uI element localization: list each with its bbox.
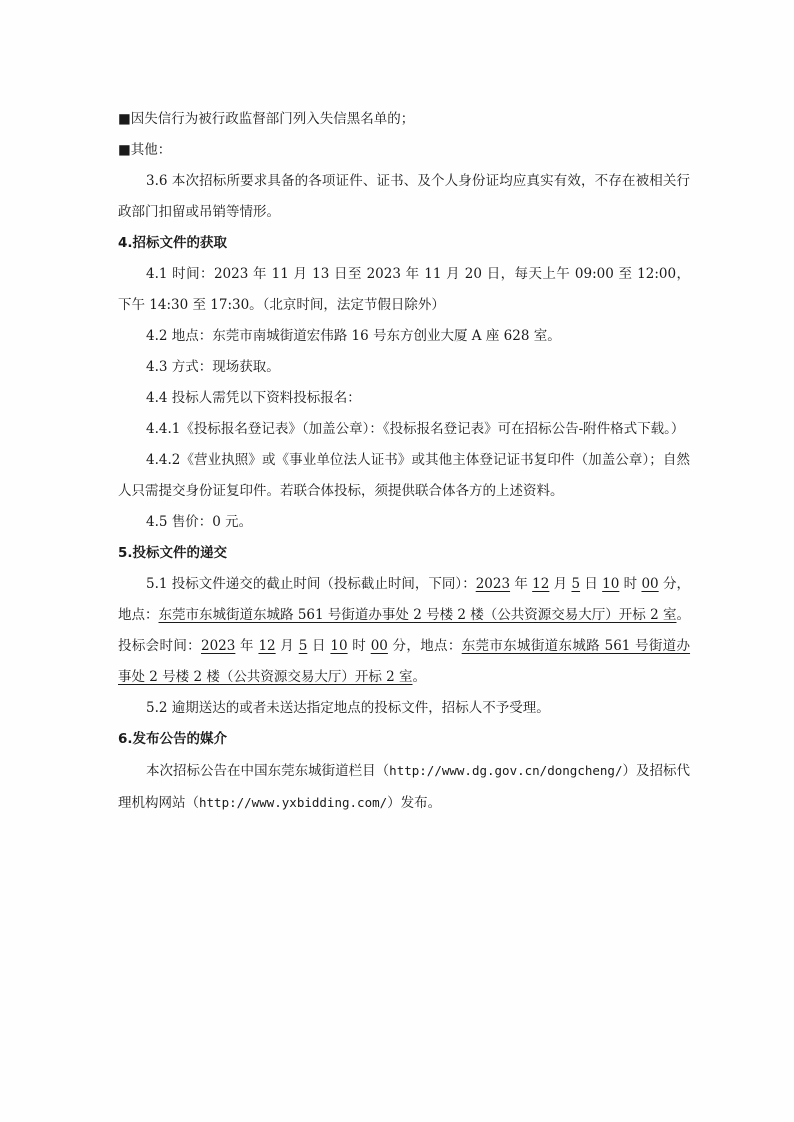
clause-5-2: 5.2 逾期送达的或者未送达指定地点的投标文件，招标人不予受理。: [146, 700, 550, 716]
deadline-year-unit: 年: [510, 576, 533, 592]
open-minute: 00: [370, 638, 388, 654]
submission-place: 东莞市东城街道东城路 561 号街道办事处 2 号楼 2 楼（公共资源交易大厅）开标 2 室: [158, 607, 677, 623]
clause-3-6: 3.6 本次招标所要求具备的各项证件、证书、及个人身份证均应真实有效，不存在被相关行政部门扣留或吊销等情形。: [118, 173, 690, 220]
clause-6: [118, 755, 690, 819]
open-hour: 10: [330, 638, 348, 654]
clause-6-part1: 本次招标公告在中国东莞东城街道栏目（: [146, 763, 390, 779]
deadline-hour: 10: [602, 576, 620, 592]
deadline-year: 2023: [475, 576, 511, 592]
clause-4-4-1: 4.4.1《投标报名登记表》（加盖公章）：《投标报名登记表》可在招标公告-附件格式下载。）: [146, 421, 685, 437]
open-hour-unit: 时: [347, 638, 371, 654]
url-dongcheng: http://www.dg.gov.cn/dongcheng/: [389, 763, 623, 778]
deadline-hour-unit: 时: [619, 576, 642, 592]
clause-6-part2: ）及招标代理机构网站（: [118, 763, 691, 811]
document-body: [118, 104, 690, 819]
heading-section-5: 5.投标文件的递交: [118, 545, 228, 561]
open-place-label: 地点：: [420, 638, 462, 654]
open-day-unit: 日: [307, 638, 331, 654]
deadline-day-unit: 日: [580, 576, 603, 592]
place-label: 地点：: [118, 607, 159, 623]
deadline-minute-unit: 分，: [658, 576, 690, 592]
deadline-month: 12: [532, 576, 550, 592]
heading-section-6: 6.发布公告的媒介: [118, 731, 228, 747]
deadline-month-unit: 月: [549, 576, 572, 592]
clause-5-1-lead: 5.1 投标文件递交的截止时间（投标截止时间，下同）：: [146, 576, 476, 592]
clause-6-part3: ）发布。: [387, 795, 442, 811]
open-year-unit: 年: [235, 638, 259, 654]
clause-4-5: 4.5 售价：0 元。: [146, 514, 253, 530]
open-year: 2023: [201, 638, 236, 654]
open-month: 12: [258, 638, 276, 654]
clause-4-4-2: 4.4.2《营业执照》或《事业单位法人证书》或其他主体登记证书复印件（加盖公章）；自然人只需提交身份证复印件。若联合体投标，须提供联合体各方的上述资料。: [118, 452, 690, 499]
deadline-day: 5: [571, 576, 581, 592]
clause-4-1: 4.1 时间：2023 年 11 月 13 日至 2023 年 11 月 20 日，每天上午 09:00 至 12:00，下午 14:30 至 17:30。（北京时间，法定节假日除外）: [118, 266, 690, 313]
bullet-other: ■其他：: [118, 142, 172, 158]
open-day: 5: [298, 638, 308, 654]
deadline-minute: 00: [641, 576, 659, 592]
clause-4-3: 4.3 方式：现场获取。: [146, 359, 280, 375]
heading-section-4: 4.招标文件的获取: [118, 235, 228, 251]
clause-5-1-tail: 。: [412, 669, 427, 685]
opening-place: 东莞市东城街道东城路 561 号街道办事处 2 号楼 2 楼（公共资源交易大厅）开标 2 室: [118, 638, 691, 685]
open-month-unit: 月: [275, 638, 299, 654]
url-yxbidding: http://www.yxbidding.com/: [199, 795, 388, 810]
open-minute-unit: 分，: [387, 638, 421, 654]
clause-4-4: 4.4 投标人需凭以下资料投标报名：: [146, 390, 361, 406]
clause-5-1: [118, 569, 690, 693]
clause-4-2: 4.2 地点：东莞市南城街道宏伟路 16 号东方创业大厦 A 座 628 室。: [146, 328, 561, 344]
bullet-blacklist: ■因失信行为被行政监督部门列入失信黑名单的；: [118, 111, 415, 127]
opening-label: 。投标会时间：: [118, 607, 690, 654]
